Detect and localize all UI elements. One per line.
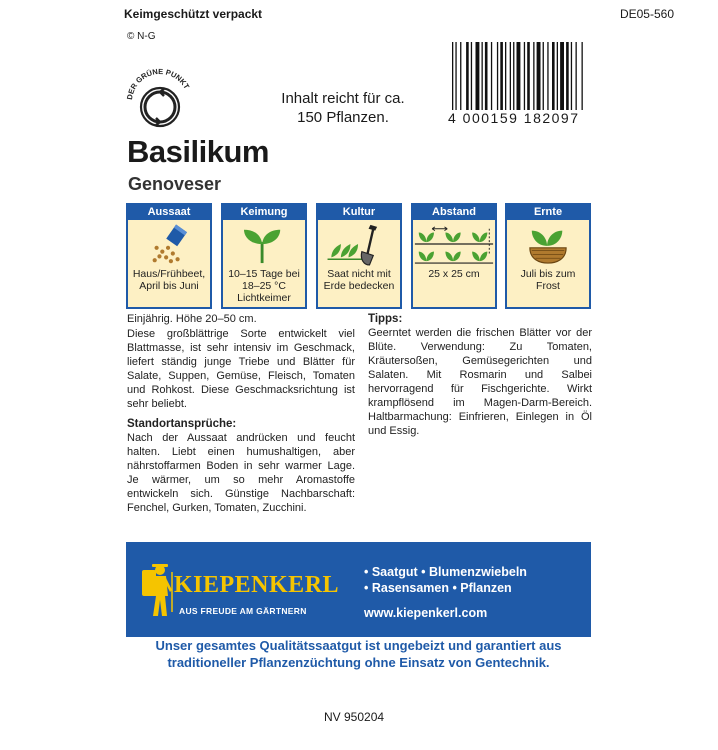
barcode-bar [552,42,555,110]
barcode-bar [571,42,572,110]
svg-text:DER GRÜNE PUNKT [125,67,191,100]
product-variety: Genoveser [128,174,222,194]
product-code: DE05-560 [619,7,674,21]
barcode-icon [450,42,620,110]
barcode-number: 4 000159 182097 [448,110,580,126]
barcode-bar [485,42,488,110]
tile-heading: Aussaat [128,205,210,220]
tile-heading: Kultur [318,205,400,220]
product-range [364,564,527,596]
tile-text: Juli bis zum Frost [520,268,576,292]
tile-ernte [505,203,591,309]
brand-tagline: AUS FREUDE AM GÄRTNERN [179,606,307,616]
barcode-bar [466,42,469,110]
green-dot-icon [122,62,198,138]
product-range-line: • Saatgut • Blumenzwiebeln [364,565,527,579]
barcode-bar [533,42,534,110]
tile-heading: Abstand [413,205,495,220]
tile-aussaat [126,203,212,309]
kiepenkerl-figure-icon [140,562,174,618]
seedling-icon [223,220,305,268]
cultivation-tiles [126,203,591,309]
tile-heading: Ernte [507,205,589,220]
copyright-note: © N-G [127,31,156,42]
barcode-bar [491,42,492,110]
barcode-bar [500,42,503,110]
barcode-bar [471,42,472,110]
description-text: Diese großblättrige Sorte entwickelt viel Blattmasse, ist sehr intensiv im Geschmack, liefert ständig junge Triebe und Blätter für Salate, Suppen, Gemüse, Fleisch, Tomaten und Rohkost. Diese Geschmacksrichtung ist sehr beliebt. [127,328,355,410]
quality-statement: Unser gesamtes Qualitätssaatgut ist ungebeizt und garantiert aus traditioneller Pflanzenzüchtung ohne Einsatz von Gentechnik. [155,638,562,670]
tile-text: Haus/Frühbeet, April bis Juni [132,268,206,292]
tile-heading: Keimung [223,205,305,220]
barcode-bar [566,42,569,110]
barcode-bar [560,42,564,110]
shovel-plants-icon [318,220,400,268]
tips-heading: Tipps: [368,313,403,325]
barcode-bar [582,42,583,110]
barcode-bar [455,42,456,110]
packaging-note: Keimgeschützt verpackt [124,7,263,21]
barcode-bar [537,42,541,110]
brand-name: KIEPENKERL [174,572,340,598]
location-text: Nach der Aussaat andrücken und feucht halten. Liebt einen humushaltigen, aber nährstoffarmen Boden in sehr warmer Lage. Je wärmer, um so mehr Aromastoffe entwickeln sich. Günstige Nachbarschaft: Fenchel, Gurken, Tomaten, Zucchini. [127,432,355,514]
barcode-bar [460,42,461,110]
barcode-bar [543,42,544,110]
content-note: Inhalt reicht für ca. 150 Pflanzen. [281,90,405,126]
barcode-bar [547,42,548,110]
tile-kultur [316,203,402,309]
barcode-bar [576,42,577,110]
barcode-bar [505,42,506,110]
tile-text: Saat nicht mit Erde bedecken [323,268,395,292]
barcode-bar [517,42,521,110]
description-column [127,312,355,515]
barcode-bar [476,42,480,110]
website-link[interactable]: www.kiepenkerl.com [364,606,488,620]
brand-logo [126,542,352,637]
tips-text: Geerntet werden die frischen Blätter vor der Blüte. Verwendung: Zu Tomaten, Kräutersoßen, Gemüsegerichten und Salaten. Mit Rosmarin und Salbei hervorragend für Fischgerichte. Wirkt krampflösend im Magen-Darm-Bereich. Haltbarmachung: Einfrieren, Einlegen in Öl und Essig. [368,327,592,437]
barcode-bar [557,42,558,110]
spacing-icon [413,220,495,268]
tile-keimung [221,203,307,309]
seed-packet-icon [128,220,210,268]
harvest-bowl-icon [507,220,589,268]
seal-text: DER GRÜNE PUNKT [125,66,192,101]
barcode-bar [524,42,525,110]
barcode-bar [452,42,453,110]
barcode-bar [527,42,530,110]
height-line: Einjährig. Höhe 20–50 cm. [127,313,257,325]
barcode-bar [497,42,498,110]
barcode-bar [510,42,511,110]
nv-number: NV 950204 [324,710,385,724]
tips-column [368,312,592,438]
product-range-line: • Rasensamen • Pflanzen [364,581,512,595]
tile-text: 25 x 25 cm [428,268,480,280]
tile-abstand [411,203,497,309]
brand-banner [126,542,591,637]
tile-text: 10–15 Tage bei 18–25 °C Lichtkeimer [228,268,300,304]
barcode-bar [482,42,483,110]
barcode-bar [513,42,514,110]
location-heading: Standortansprüche: [127,418,237,430]
product-title: Basilikum [127,134,269,169]
